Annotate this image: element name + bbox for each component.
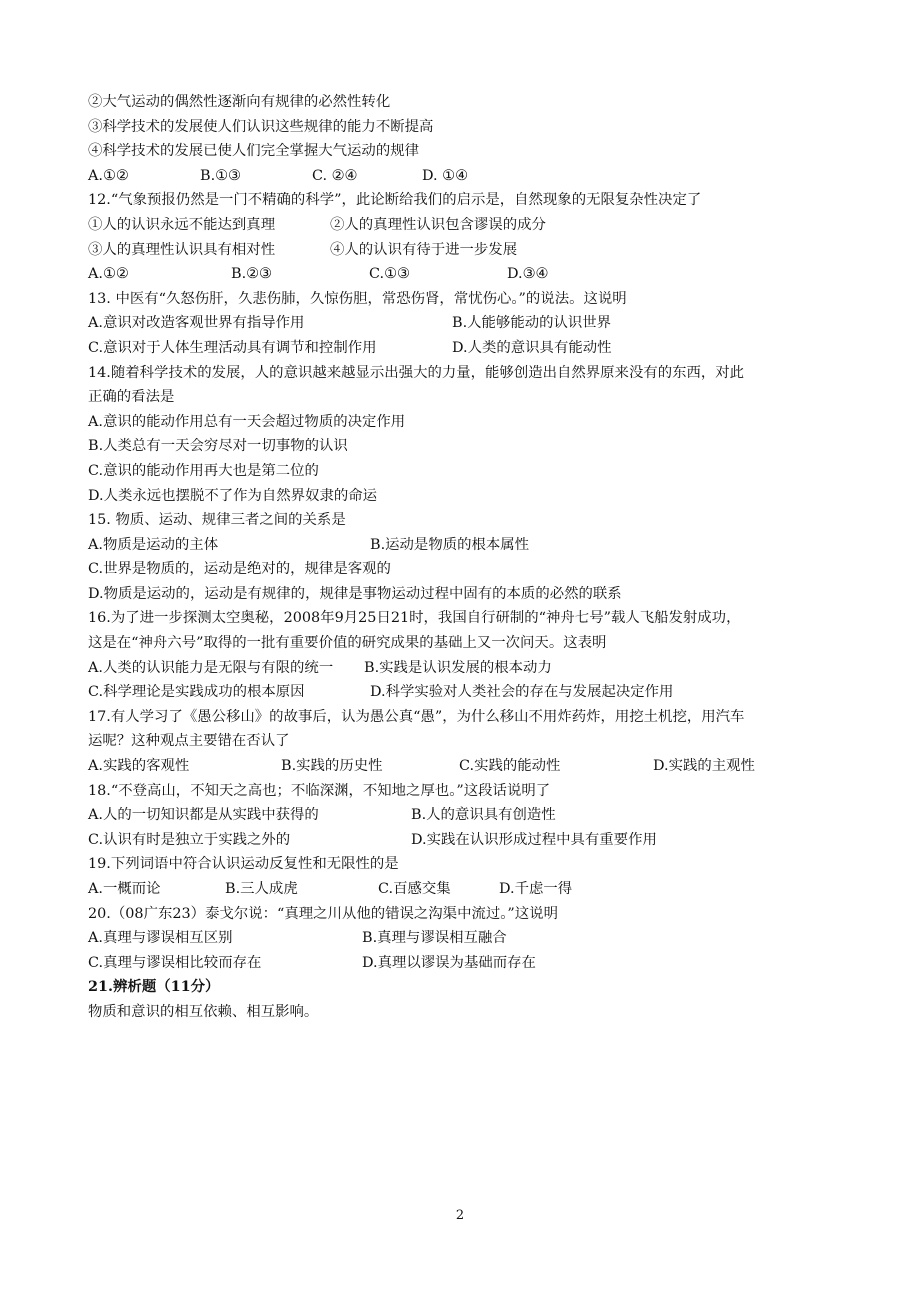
q19-choices (88, 877, 836, 902)
q14-choice-a: A.意识的能动作用总有一天会超过物质的决定作用 (88, 413, 406, 430)
q14-choice-c: C.意识的能动作用再大也是第二位的 (88, 462, 319, 479)
choice-c: C.意识对于人体生理活动具有调节和控制作用 (88, 339, 377, 356)
q12-choices (88, 262, 836, 287)
choice-a: A.物质是运动的主体 (88, 536, 219, 553)
q14-choice-d: D.人类永远也摆脱不了作为自然界奴隶的命运 (88, 487, 378, 504)
choice-d: D.实践的主观性 (653, 758, 755, 775)
choice-c: C.科学理论是实践成功的根本原因 (88, 684, 305, 701)
q11-option-2: ②大气运动的偶然性逐渐向有规律的必然性转化 (88, 94, 391, 110)
document-body (88, 90, 836, 1025)
q20-choices-row-1 (88, 926, 836, 951)
q12-options-row-1 (88, 213, 836, 238)
choice-a: A.实践的客观性 (88, 758, 190, 775)
q21-statement: 物质和意识的相互依赖、相互影响。 (88, 1003, 319, 1020)
q12-option-2: ②人的真理性认识包含谬误的成分 (330, 216, 546, 233)
q17-stem-cont: 运呢？这种观点主要错在否认了 (88, 733, 290, 750)
q13-choices-row-1 (88, 311, 836, 336)
q15-choice-d: D.物质是运动的，运动是有规律的，规律是事物运动过程中固有的本质的必然的联系 (88, 585, 622, 602)
choice-b: B.三人成虎 (225, 881, 298, 897)
q12-option-1: ①人的认识永远不能达到真理 (88, 216, 276, 233)
q11-option-3: ③科学技术的发展使人们认识这些规律的能力不断提高 (88, 118, 434, 135)
q19-stem: 19.下列词语中符合认识运动反复性和无限性的是 (88, 856, 399, 873)
choice-b: B.人的意识具有创造性 (411, 807, 556, 824)
q11-option-4: ④科学技术的发展已使人们完全掌握大气运动的规律 (88, 143, 419, 160)
page-number: 2 (455, 1208, 465, 1223)
choice-a: A.人类的认识能力是无限与有限的统一 (88, 659, 334, 676)
q14-stem-cont: 正确的看法是 (88, 389, 175, 406)
q20-choices-row-2 (88, 951, 836, 976)
q15-choices-row-1 (88, 533, 836, 558)
q13-choices-row-2 (88, 336, 836, 361)
choice-b: B.①③ (200, 167, 241, 184)
q14-choice-b: B.人类总有一天会穷尽对一切事物的认识 (88, 438, 348, 455)
choice-d: D.实践在认识形成过程中具有重要作用 (411, 831, 657, 848)
choice-d: D. ①④ (422, 167, 468, 184)
q16-choices-row-2 (88, 680, 836, 705)
choice-a: A.意识对改造客观世界有指导作用 (88, 315, 305, 332)
q16-stem: 16.为了进一步探测太空奥秘，2008年9月25日21时，我国自行研制的“神舟七号”载人飞船发射成功， (88, 610, 741, 627)
choice-a: A.真理与谬误相互区别 (88, 930, 233, 947)
q12-option-3: ③人的真理性认识具有相对性 (88, 241, 276, 258)
section-heading: 21.辨析题（11分） (88, 978, 220, 996)
choice-c: C.实践的能动性 (459, 758, 561, 775)
q11-choices (88, 164, 836, 189)
choice-b: B.运动是物质的根本属性 (370, 536, 530, 553)
q20-stem: 20.（08广东23）泰戈尔说：“真理之川从他的错误之沟渠中流过。”这说明 (88, 905, 558, 922)
q12-option-4: ④人的认识有待于进一步发展 (330, 241, 518, 258)
choice-b: B.真理与谬误相互融合 (362, 930, 507, 947)
choice-a: A.①② (88, 167, 129, 184)
q16-choices-row-1 (88, 656, 836, 681)
q18-stem: 18.“不登高山，不知天之高也；不临深渊，不知地之厚也。”这段话说明了 (88, 782, 551, 799)
q17-stem: 17.有人学习了《愚公移山》的故事后，认为愚公真“愚”，为什么移山不用炸药炸，用挖土机挖，用汽车 (88, 708, 745, 725)
q12-options-row-2 (88, 238, 836, 263)
choice-b: B.人能够能动的认识世界 (452, 315, 612, 332)
q17-choices (88, 754, 836, 779)
q15-choice-c: C.世界是物质的，运动是绝对的，规律是客观的 (88, 561, 391, 578)
choice-d: D.人类的意识具有能动性 (452, 339, 612, 356)
choice-c: C.①③ (369, 266, 410, 283)
choice-c: C. ②④ (312, 167, 358, 184)
choice-c: C.百感交集 (378, 881, 451, 897)
q12-stem: 12.“气象预报仍然是一门不精确的科学”，此论断给我们的启示是，自然现象的无限复杂性决定了 (88, 192, 702, 209)
choice-b: B.②③ (231, 266, 272, 283)
q16-stem-cont: 这是在“神舟六号”取得的一批有重要价值的研究成果的基础上又一次问天。这表明 (88, 635, 607, 652)
q14-stem: 14.随着科学技术的发展，人的意识越来越显示出强大的力量，能够创造出自然界原来没有的东西，对此 (88, 364, 745, 381)
q18-choices-row-2 (88, 828, 836, 853)
q13-stem: 13. 中医有“久怒伤肝，久悲伤肺，久惊伤胆，常恐伤肾，常忧伤心。”的说法。这说明 (88, 290, 627, 307)
choice-c: C.真理与谬误相比较而存在 (88, 954, 262, 971)
choice-c: C.认识有时是独立于实践之外的 (88, 831, 291, 848)
choice-b: B.实践是认识发展的根本动力 (364, 659, 552, 676)
choice-d: D.科学实验对人类社会的存在与发展起决定作用 (370, 684, 674, 701)
choice-b: B.实践的历史性 (281, 758, 383, 775)
choice-d: D.千虑一得 (499, 881, 573, 897)
choice-a: A.人的一切知识都是从实践中获得的 (88, 807, 319, 824)
choice-a: A.一概而论 (88, 881, 161, 897)
choice-d: D.③④ (507, 266, 549, 283)
choice-d: D.真理以谬误为基础而存在 (362, 954, 536, 971)
q15-stem: 15. 物质、运动、规律三者之间的关系是 (88, 512, 346, 529)
choice-a: A.①② (88, 266, 129, 283)
q18-choices-row-1 (88, 803, 836, 828)
